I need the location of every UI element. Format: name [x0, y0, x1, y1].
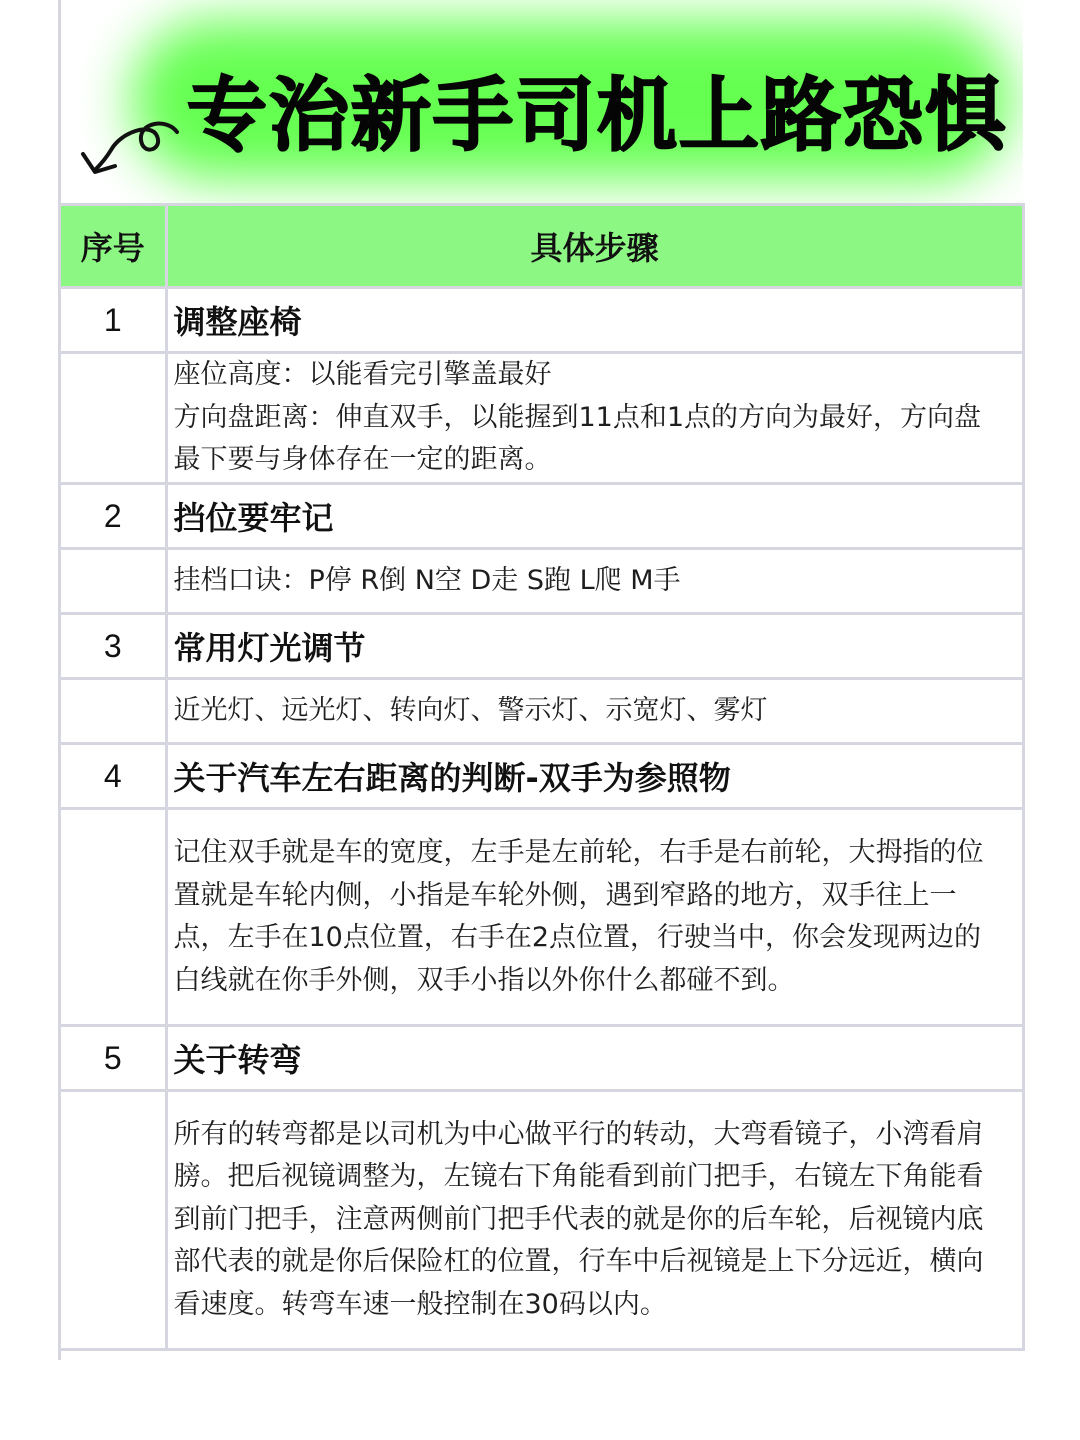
step-title-row: [61, 288, 1023, 353]
detail-line: 置就是车轮内侧，小指是车轮外侧，遇到窄路的地方，双手往上一: [173, 879, 957, 911]
detail-line: 记住双手就是车的宽度，左手是左前轮，右手是右前轮，大拇指的位: [173, 837, 984, 868]
step-number-empty: [61, 353, 166, 484]
step-title: 挡位要牢记: [166, 484, 1023, 549]
detail-line: 所有的转弯都是以司机为中心做平行的转动，大弯看镜子，小湾看肩: [173, 1118, 984, 1150]
step-title-row: [61, 1026, 1023, 1091]
step-number-empty: [61, 809, 166, 1026]
step-detail: [166, 1091, 1023, 1350]
step-detail: [166, 679, 1023, 744]
step-detail: [166, 809, 1023, 1026]
steps-table: [61, 203, 1025, 1351]
detail-line: 白线就在你手外侧，双手小指以外你什么都碰不到。: [173, 964, 795, 996]
step-title-row: [61, 484, 1023, 549]
detail-line: 方向盘距离：伸直双手，以能握到11点和1点的方向为最好，方向盘: [173, 401, 982, 433]
detail-line: 到前门把手，注意两侧前门把手代表的就是你的后车轮，后视镜内底: [173, 1203, 984, 1235]
step-number: 5: [61, 1026, 166, 1091]
curly-arrow-icon: [75, 110, 185, 182]
detail-line: 近光灯、远光灯、转向灯、警示灯、示宽灯、雾灯: [173, 694, 768, 726]
step-number-empty: [61, 1091, 166, 1350]
step-detail: [166, 549, 1023, 614]
step-detail: [166, 353, 1023, 484]
step-number: 3: [61, 614, 166, 679]
step-detail-row: [61, 809, 1023, 1026]
detail-line: 点，左手在10点位置，右手在2点位置，行驶当中，你会发现两边的: [173, 922, 982, 953]
step-title: 关于转弯: [166, 1026, 1023, 1091]
page-title: 专治新手司机上路恐惧: [187, 69, 1007, 162]
detail-line: 座位高度：以能看完引擎盖最好: [173, 359, 552, 391]
step-detail-row: [61, 1091, 1023, 1350]
title-banner: [61, 0, 1023, 203]
step-number: 1: [61, 288, 166, 353]
detail-line: 看速度。转弯车速一般控制在30码以内。: [173, 1288, 667, 1320]
step-detail-row: [61, 679, 1023, 744]
step-detail-row: [61, 353, 1023, 484]
step-title: 调整座椅: [166, 288, 1023, 353]
step-title-row: [61, 614, 1023, 679]
page-sheet: [58, 0, 1023, 1360]
header-number: 序号: [61, 205, 166, 288]
detail-line: 部代表的就是你后保险杠的位置，行车中后视镜是上下分远近，横向: [173, 1246, 984, 1278]
detail-line: 最下要与身体存在一定的距离。: [173, 444, 552, 476]
detail-line: 挂档口诀：P停 R倒 N空 D走 S跑 L爬 M手: [173, 564, 681, 596]
header-steps: 具体步骤: [166, 205, 1023, 288]
step-number: 4: [61, 744, 166, 809]
table-header-row: [61, 205, 1023, 288]
step-title: 常用灯光调节: [166, 614, 1023, 679]
step-number: 2: [61, 484, 166, 549]
step-number-empty: [61, 679, 166, 744]
step-detail-row: [61, 549, 1023, 614]
step-title: 关于汽车左右距离的判断-双手为参照物: [166, 744, 1023, 809]
step-title-row: [61, 744, 1023, 809]
detail-line: 膀。把后视镜调整为，左镜右下角能看到前门把手，右镜左下角能看: [173, 1161, 984, 1193]
step-number-empty: [61, 549, 166, 614]
